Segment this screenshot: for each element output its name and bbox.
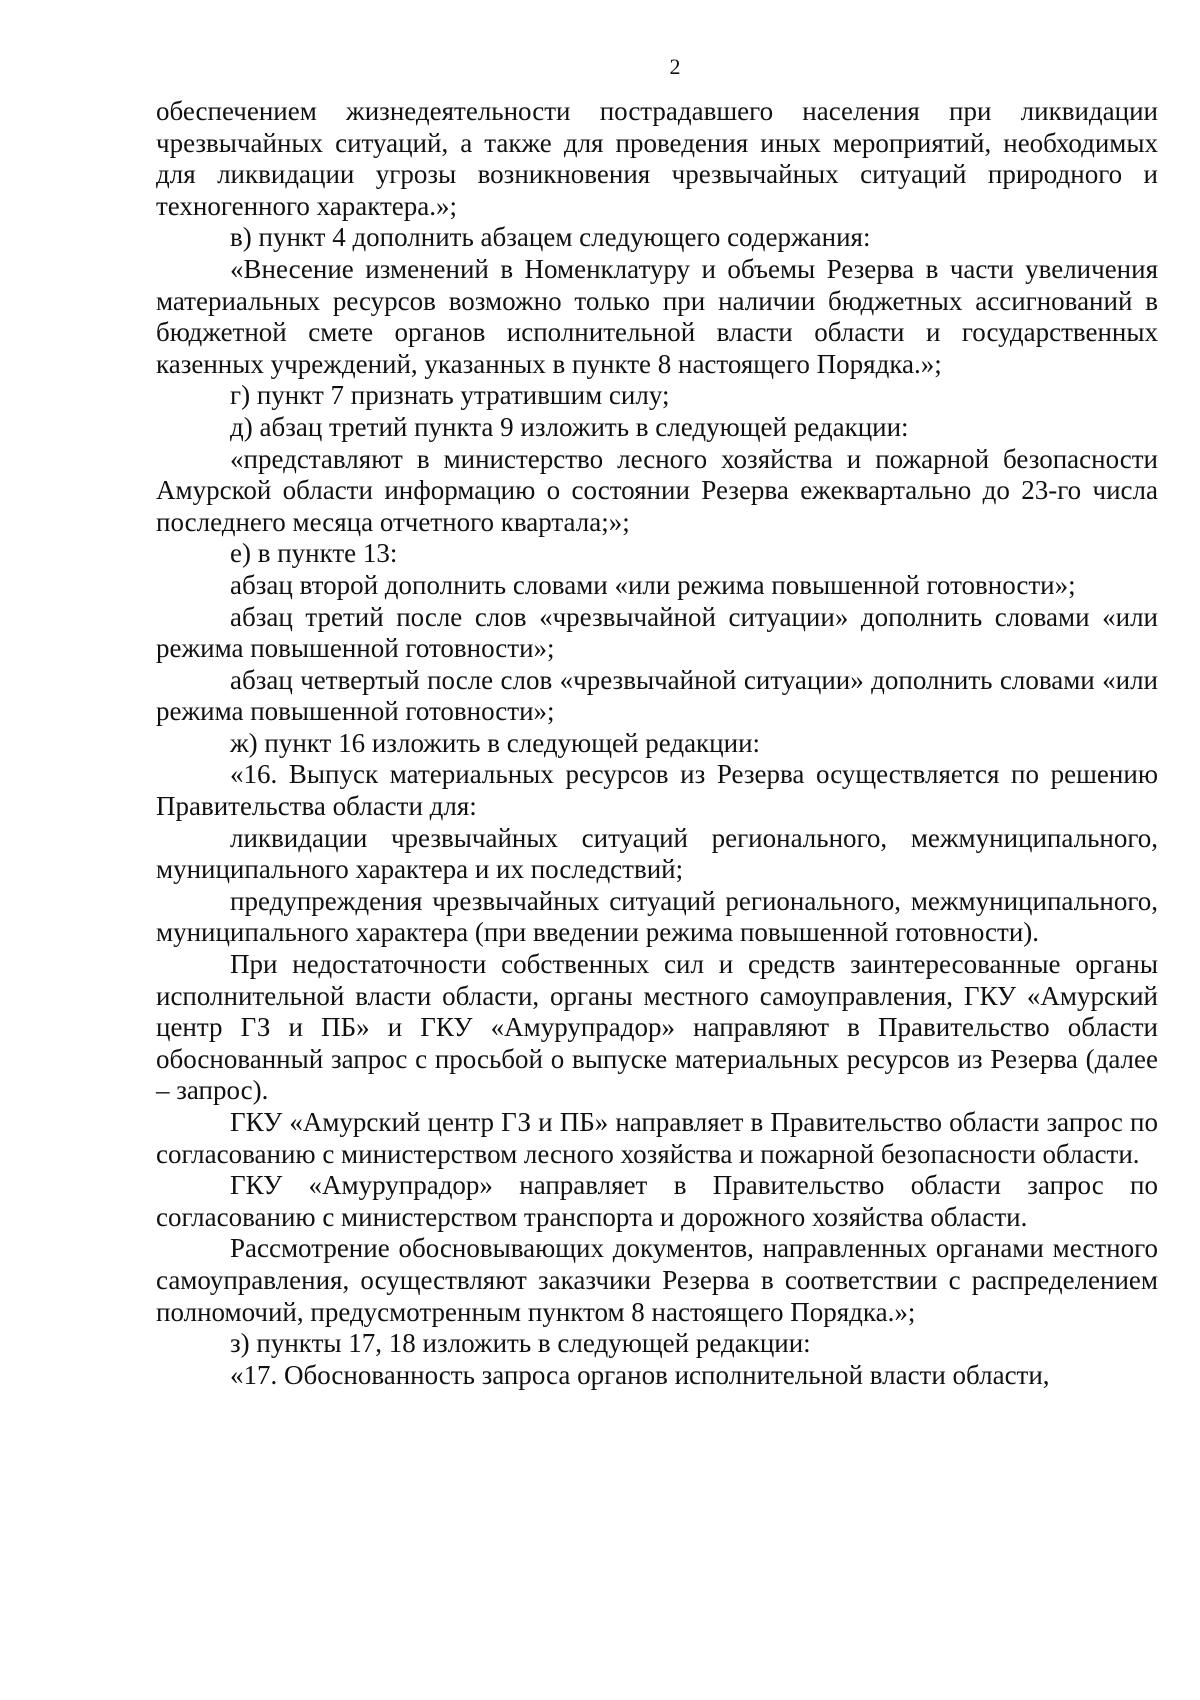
paragraph: «представляют в министерство лесного хозяйства и пожарной безопасности Амурской области информацию о состоянии Резерва ежеквартально до 23-го числа последнего месяца отчетного квартала;»; [156, 443, 1158, 537]
paragraph: в) пункт 4 дополнить абзацем следующего содержания: [230, 222, 871, 253]
paragraph: Рассмотрение обосновывающих документов, направленных органами местного самоуправления, осуществляют заказчики Резерва в соответствии с распределением полномочий, предусмотренным пунктом 8 настоящего Порядка.»; [156, 1233, 1158, 1327]
paragraph: абзац третий после слов «чрезвычайной ситуации» дополнить словами «или режима повышенной готовности»; [156, 601, 1158, 664]
paragraph: ГКУ «Амурский центр ГЗ и ПБ» направляет в Правительство области запрос по согласованию с министерством лесного хозяйства и пожарной безопасности области. [156, 1107, 1158, 1169]
paragraph: ГКУ «Амурупрадор» направляет в Правительство области запрос по согласованию с министерством транспорта и дорожного хозяйства области. [156, 1170, 1158, 1232]
paragraph: д) абзац третий пункта 9 изложить в следующей редакции: [230, 411, 909, 442]
paragraph: г) пункт 7 признать утратившим силу; [230, 380, 670, 411]
paragraph: «16. Выпуск материальных ресурсов из Резерва осуществляется по решению Правительства области для: [156, 759, 1158, 822]
paragraph: обеспечением жизнедеятельности пострадавшего населения при ликвидации чрезвычайных ситуаций, а также для проведения иных мероприятий, необходимых для ликвидации угрозы возникновения чрезвычайных ситуаций природного и техногенного характера.»; [156, 96, 1158, 221]
document-body [156, 96, 1158, 1391]
paragraph: е) в пункте 13: [230, 538, 398, 569]
paragraph: з) пункты 17, 18 изложить в следующей редакции: [230, 1328, 811, 1359]
page-number: 2 [669, 54, 681, 79]
paragraph: абзац четвертый после слов «чрезвычайной ситуации» дополнить словами «или режима повышенной готовности»; [156, 664, 1158, 727]
paragraph: ликвидации чрезвычайных ситуаций регионального, межмуниципального, муниципального характера и их последствий; [156, 822, 1158, 885]
paragraph: «17. Обоснованность запроса органов исполнительной власти области, [230, 1359, 1050, 1390]
paragraph: абзац второй дополнить словами «или режима повышенной готовности»; [230, 569, 1076, 600]
paragraph: ж) пункт 16 изложить в следующей редакции: [230, 727, 761, 758]
paragraph: предупреждения чрезвычайных ситуаций регионального, межмуниципального, муниципального характера (при введении режима повышенной готовности). [156, 885, 1158, 948]
paragraph: «Внесение изменений в Номенклатуру и объемы Резерва в части увеличения материальных ресурсов возможно только при наличии бюджетных ассигнований в бюджетной смете органов исполнительной власти области и государственных казенных учреждений, указанных в пункте 8 настоящего Порядка.»; [156, 253, 1158, 379]
paragraph: При недостаточности собственных сил и средств заинтересованные органы исполнительной власти области, органы местного самоуправления, ГКУ «Амурский центр ГЗ и ПБ» и ГКУ «Амурупрадор» направляют в Правительство области обоснованный запрос с просьбой о выпуске материальных ресурсов из Резерва (далее – запрос). [156, 949, 1158, 1106]
